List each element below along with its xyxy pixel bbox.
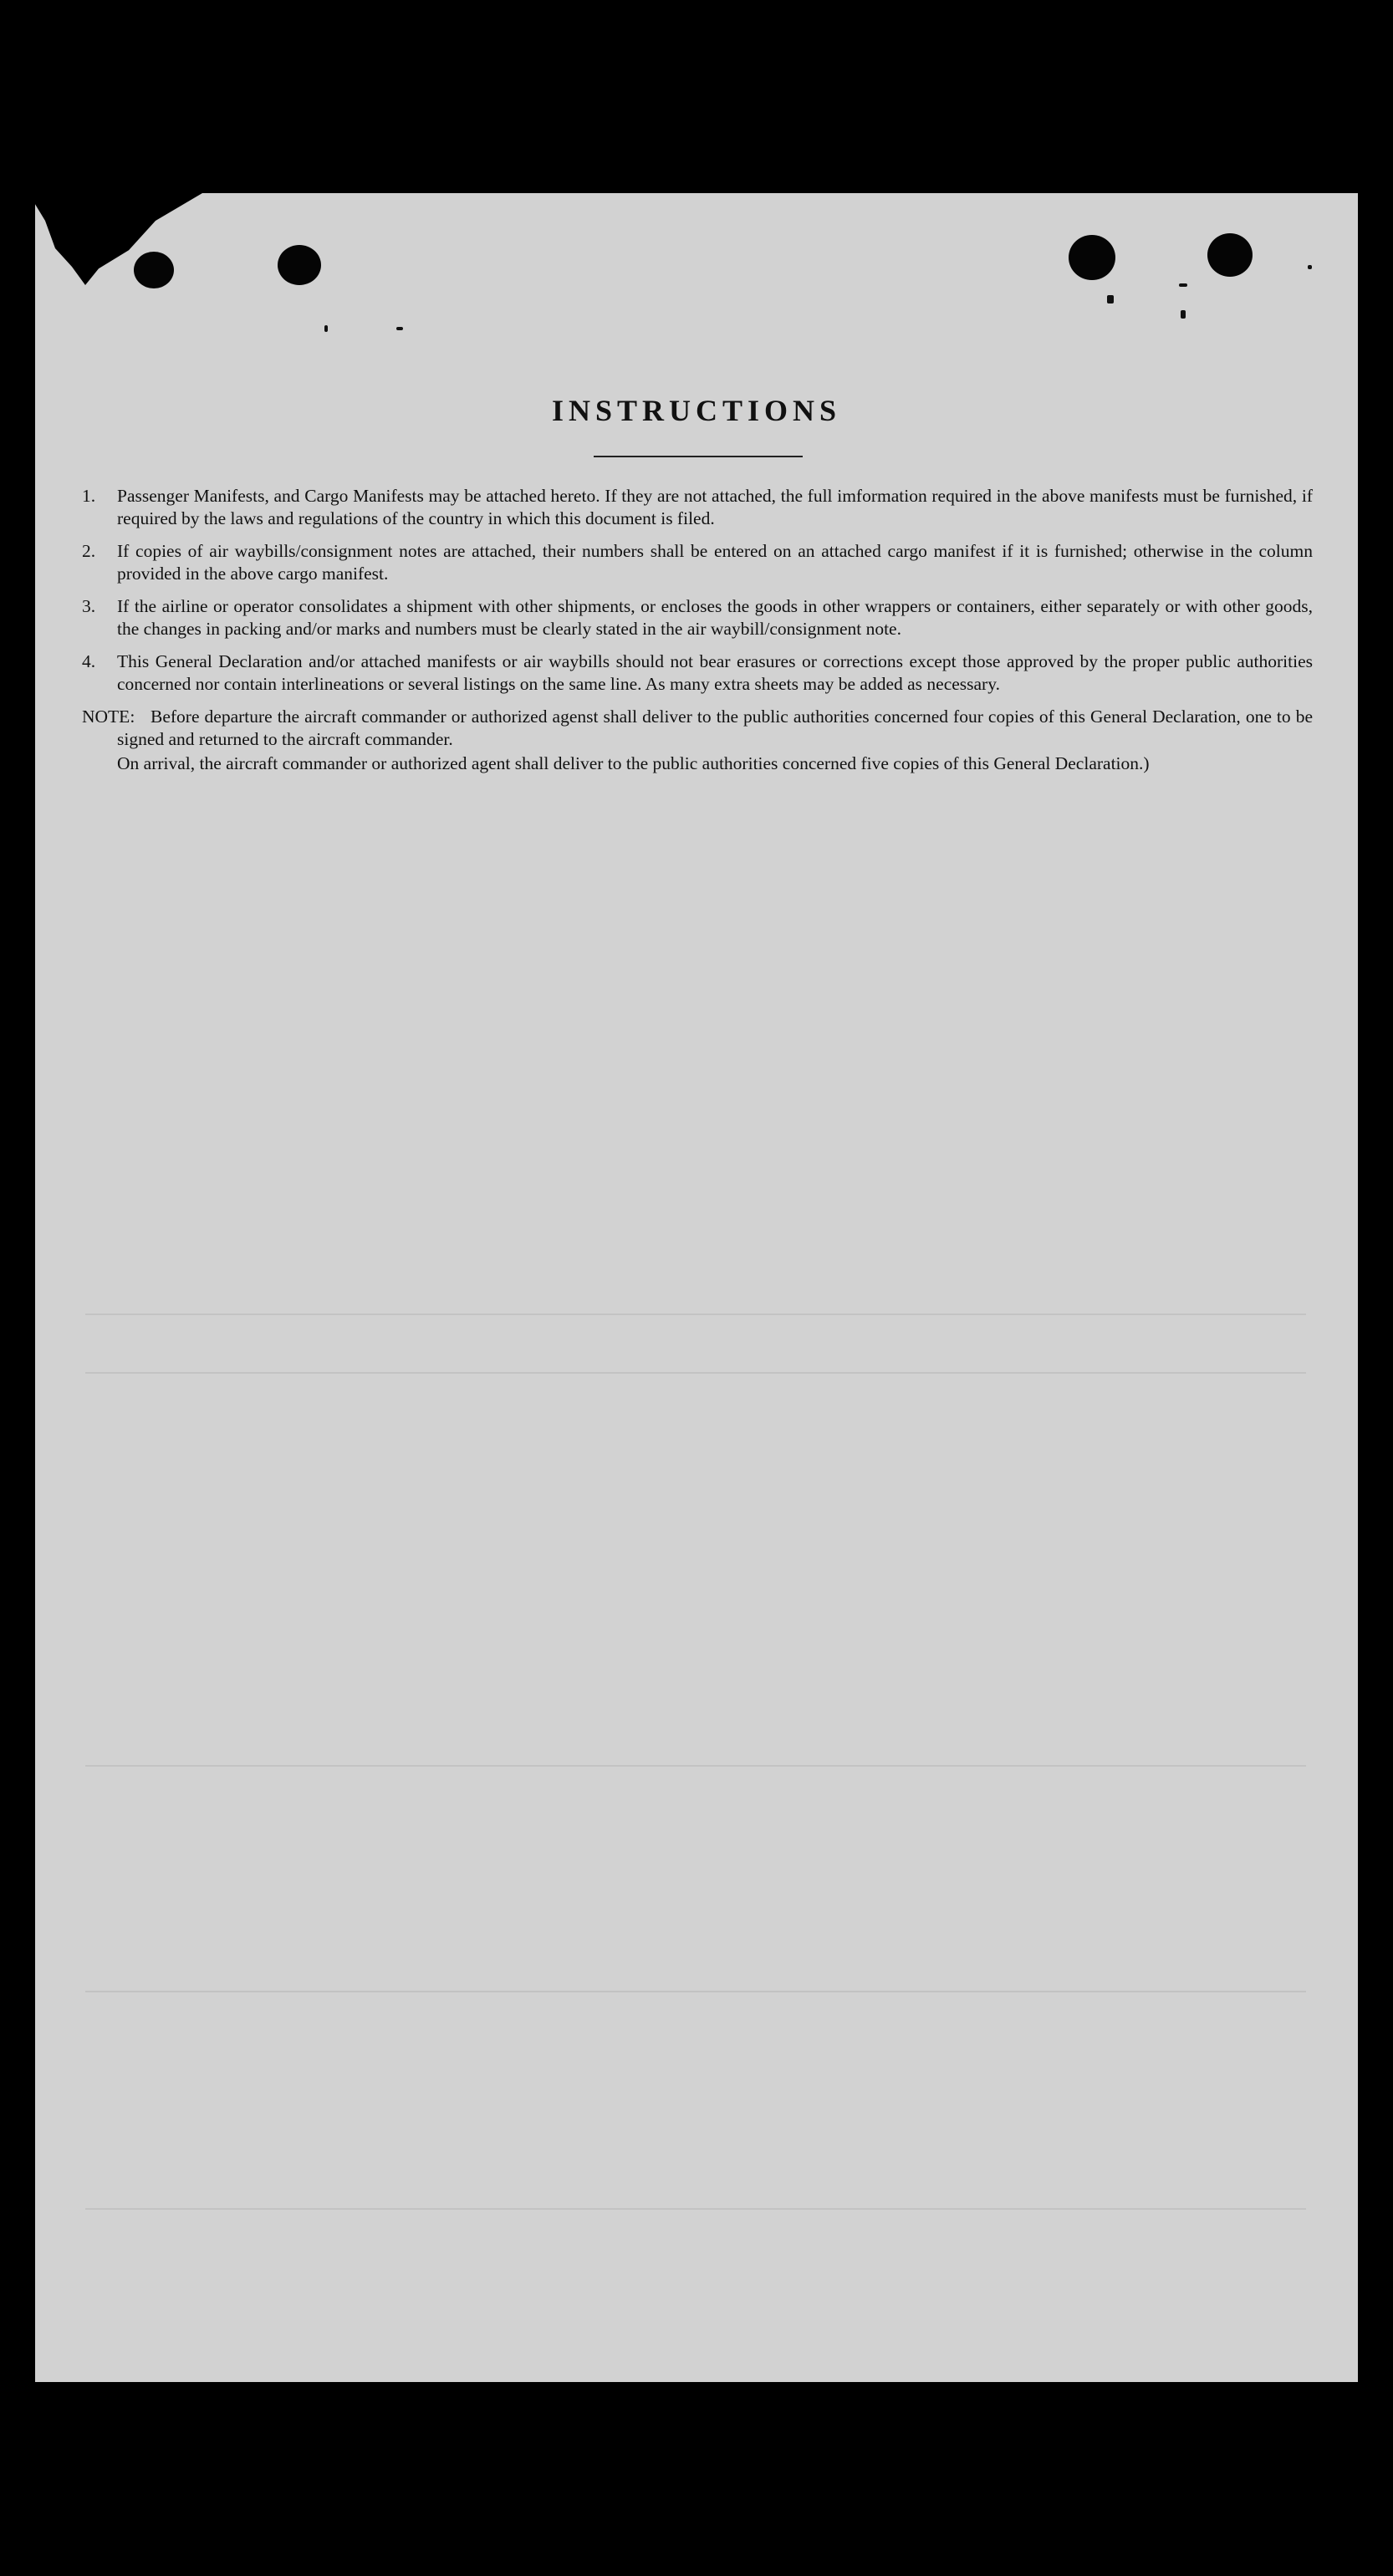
instruction-number: 1. xyxy=(82,486,96,506)
instruction-number: 3. xyxy=(82,596,96,616)
ink-speck xyxy=(1181,310,1186,319)
punch-hole-corner xyxy=(134,252,174,288)
title-underline xyxy=(594,456,803,457)
punch-hole-right-2 xyxy=(1207,233,1253,277)
torn-corner xyxy=(35,193,202,285)
ink-speck xyxy=(324,325,328,332)
page-title: INSTRUCTIONS xyxy=(551,394,842,427)
bleed-through-line xyxy=(85,1372,1306,1374)
bleed-through-line xyxy=(85,2208,1306,2210)
instruction-text: If copies of air waybills/consignment notes are attached, their numbers shall be entered on an attached cargo manifest if it is furnished; otherwise in the column provided in the above cargo manifest. xyxy=(117,541,1313,584)
instruction-text: If the airline or operator consolidates a shipment with other shipments, or encloses the goods in other wrappers or containers, either separately or with other goods, the changes in packing and/or marks and numbers must be clearly stated in the air waybill/consignment note. xyxy=(117,596,1313,639)
punch-hole-left xyxy=(278,245,321,285)
note-departure xyxy=(82,706,1313,751)
instruction-item xyxy=(82,540,1313,585)
instruction-text: This General Declaration and/or attached manifests or air waybills should not bear erasures or corrections except those approved by the proper public authorities concerned nor contain interlineations or several listings on the same line. As many extra sheets may be added as necessary. xyxy=(117,651,1313,694)
ink-speck xyxy=(1308,265,1312,269)
instruction-number: 4. xyxy=(82,651,96,671)
instruction-item xyxy=(82,485,1313,530)
instruction-text: Passenger Manifests, and Cargo Manifests may be attached hereto. If they are not attached, the full imformation required in the above manifests must be furnished, if required by the laws and regulations of the country in which this document is filed. xyxy=(117,486,1313,528)
ink-speck xyxy=(1107,295,1114,304)
bleed-through-line xyxy=(85,1314,1306,1315)
instruction-item xyxy=(82,595,1313,640)
note-departure-text: Before departure the aircraft commander or authorized agenst shall deliver to the public authorities concerned four copies of this General Declaration, one to be signed and returned to the aircraft commander. xyxy=(117,706,1313,749)
bleed-through-line xyxy=(85,1765,1306,1767)
instruction-item xyxy=(82,650,1313,696)
instruction-number: 2. xyxy=(82,541,96,561)
note-label: NOTE: xyxy=(82,706,135,727)
instructions-list xyxy=(82,485,1313,775)
ink-speck xyxy=(396,327,403,330)
punch-hole-right-1 xyxy=(1069,235,1115,280)
ink-speck xyxy=(1179,283,1187,287)
note-arrival-text: On arrival, the aircraft commander or authorized agent shall deliver to the public authorities concerned five copies of this General Declaration.) xyxy=(117,753,1150,773)
bleed-through-line xyxy=(85,1991,1306,1992)
